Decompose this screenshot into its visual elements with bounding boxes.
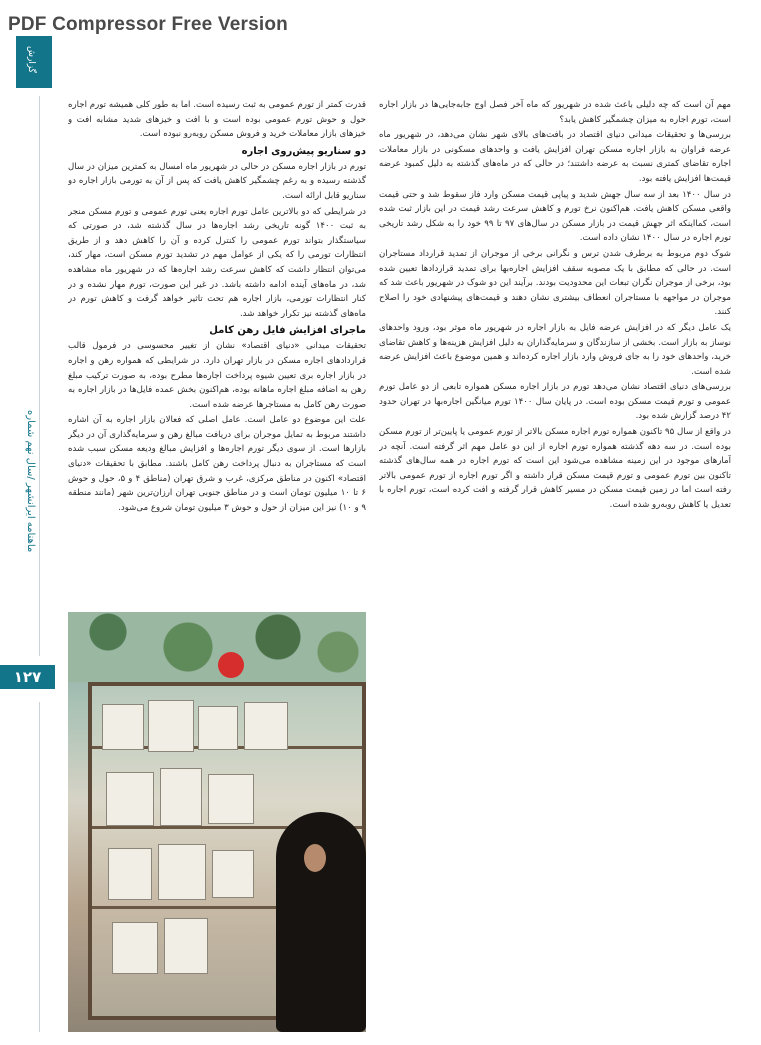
paragraph: در واقع از سال ۹۵ تاکنون همواره تورم اجاره مسکن بالاتر از تورم عمومی یا پایین‌تر از تورم مسکن بوده است. در سه دهه گذشته همواره تورم اجاره از این دو عامل مهم اثر گرفته است. آنچه در آمارهای موجود در این زمینه مشاهده می‌شود این است که تورم اجاره در همه سال‌های گذشته تاکنون بین تورم عمومی و تورم قیمت مسکن قرار داشته و اگر تورم اجاره از تورم عمومی بالاتر رفته است اما در زمین قیمت مسکن در مسیر کاهش قرار گرفته و افت کرده است، تورم اجاره با تعدیل یا کاهش روبه‌رو شده است.	[379, 427, 731, 511]
paragraph: تورم در بازار اجاره مسکن در حالی در شهریور ماه امسال به کمترین میزان در سال گذشته رسیده و به رغم چشمگیر کاهش یافت که پس از آن به تورمی بازار اجاره دو سناریو قابل ارائه است.	[68, 161, 366, 201]
listing-card	[106, 772, 154, 826]
paragraph: بررسی‌ها و تحقیقات میدانی دنیای اقتصاد در بافت‌های بالای شهر نشان می‌دهد، در شهریور ماه عرضه فراوان به بازار اجاره مسکن تهران افزایش یافت و واحدهای مسکونی در بازار معاملات اجاره تقاضای کمتری نسبت به عرضه داشتند؛ در حالی که در ماه‌های گذشته به دلیل کمبود عرضه قیمت‌ها افزایش یافته بود.	[379, 130, 731, 184]
side-divider-lower	[39, 702, 40, 1032]
tree-foliage	[68, 612, 366, 682]
paragraph: یک عامل دیگر که در افزایش عرضه فایل به بازار اجاره در شهریور ماه موثر بود، ورود واحدهای نوساز به بازار است. بخشی از سازندگان و سرمایه‌گذاران به دلیل افزایش هزینه‌ها و کاهش تقاضای خرید، واحدهای خود را به جای فروش وارد بازار اجاره کرده‌اند و همین موضوع باعث افزایش عرضه شده است.	[379, 322, 731, 377]
paragraph: تحقیقات میدانی «دنیای اقتصاد» نشان از تغییر محسوسی در فرمول قالب قراردادهای اجاره مسکن در بازار تهران دارد. در شرایطی که همواره رهن و اجاره در بازار اجاره بری تعیین شیوه پرداخت اجاره‌ها مطرح بوده، به صورت ترکیب مبلغ رهن به اضافه مبلغ اجاره ماهانه بوده، هم‌اکنون بخش عمده فایل‌ها در بازار اجاره به صورت رهن کامل به مستاجرها عرضه شده است.	[68, 341, 366, 410]
magazine-caption: ماهنامه ایرانشهر /سال نهم شماره	[25, 410, 36, 553]
listing-card	[212, 850, 254, 898]
paragraph: در شرایطی که دو بالاترین عامل تورم اجاره یعنی تورم عمومی و تورم مسکن منجر به ثبت ۱۴۰۰ گونه تاریخی رشد اجاره‌ها در سال گذشته شد، در صورتی که سیاستگذار بتواند تورم عمومی را کنترل کرده و آن را کاهش دهد و از طریق انتظارات تورمی را که یکی از عوامل مهم در تشدید تورم مسکن است، مهار کند، می‌توان انتظار داشت که کاهش سرعت رشد اجاره‌ها که در شهریور ماه مشاهده شد، در ماه‌های آینده ادامه داشته باشد. در غیر این صورت، تورم مهار نشده و در کنار انتظارات تورمی، بازار اجاره هم تحت تاثیر خواهد گرفت و کاهش تورم در ماه‌های گذشته نیز تکرار خواهد شد.	[68, 206, 366, 319]
paragraph: در سال ۱۴۰۰ بعد از سه سال جهش شدید و پیاپی قیمت مسکن وارد فاز سقوط شد و حتی قیمت واقعی مسکن کاهش یافت. هم‌اکنون نرخ تورم و کاهش سرعت رشد قیمت در این بازار ثبت شده است، کمااینکه اثر جهش قیمت در بازار مسکن در سال‌های ۹۷ تا ۹۹ خود را به شکل رشد تاریخی تورم اجاره در سال ۱۴۰۰ نشان داده است.	[379, 189, 731, 244]
storefront-photo	[68, 612, 366, 1032]
paragraph: علت این موضوع دو عامل است. عامل اصلی که فعالان بازار اجاره به آن اشاره داشتند مربوط به تمایل موجران برای دریافت مبالغ رهن و سرمایه‌گذاری آن در دیگر بازارها است. از سوی دیگر تورم اجاره‌ها و افزایش مبالغ ودیعه مسکن سبب شده است که مستاجران به دنبال پرداخت رهن کامل باشند. مطابق با تحقیقات «دنیای اقتصاد» اکنون در مناطق مرکزی، غرب و شرق تهران (مناطق ۴ و ۵، حول و حوش ۶ تا ۱۰ میلیون تومان است و در مناطق جنوبی تهران ارزان‌ترین شهر (مانند منطقه ۹ و ۱۰) نیز این میزان از حول و حوش ۳ میلیون تومان شروع می‌شود.	[68, 415, 366, 513]
paragraph: شوک دوم مربوط به برطرف شدن ترس و نگرانی برخی از موجران از تمدید قرارداد مستاجران است. در حالی که مطابق با یک مصوبه سقف افزایش اجاره‌بها برای تمدید قراردادها تعیین شده بود، برخی از موجران نگران تبعات این محدودیت بودند. برآیند این دو شوک در شهریور باعث شد که موجران در مواجهه با مستاجران انعطاف بیشتری نشان دهند و قیمت‌های پیشنهادی خود را اصلاح کنند.	[379, 248, 731, 318]
face	[304, 844, 326, 872]
listing-card	[112, 922, 158, 974]
woman-in-chador	[276, 812, 366, 1032]
right-column	[379, 98, 731, 1038]
paragraph: قدرت کمتر از تورم عمومی به ثبت رسیده است. اما به طور کلی همیشه تورم اجاره حول و حوش تورم عمومی بوده است و با افت و خیزهای شدید مشابه افت و خیزهای بازار معاملات خرید و فروش مسکن روبه‌رو نبوده است.	[68, 100, 366, 140]
section-heading: ماجرای افزایش فایل رهن کامل	[209, 325, 366, 337]
listing-card	[244, 702, 288, 750]
listing-card	[164, 918, 208, 974]
listing-card	[198, 706, 238, 750]
paragraph: مهم آن است که چه دلیلی باعث شده در شهریور که ماه آخر فصل اوج جابه‌جایی‌ها در بازار اجاره است، تورم اجاره به میزان چشمگیر کاهش یابد؟	[379, 100, 731, 125]
section-heading: دو سناریو پیش‌روی اجاره	[241, 145, 366, 157]
listing-card	[158, 844, 206, 900]
section-tab	[16, 36, 52, 88]
watermark-text: PDF Compressor Free Version	[8, 14, 288, 35]
listing-card	[108, 848, 152, 900]
side-divider	[39, 96, 40, 656]
red-sign-icon	[218, 652, 244, 678]
page-number: ۱۲۷	[0, 665, 55, 689]
listing-card	[208, 774, 254, 824]
left-column	[68, 98, 366, 598]
listing-card	[160, 768, 202, 826]
listing-card	[148, 700, 194, 752]
paragraph: بررسی‌های دنیای اقتصاد نشان می‌دهد تورم در بازار اجاره مسکن همواره تابعی از دو عامل تورم عمومی و تورم قیمت مسکن بوده است. در پایان سال ۱۴۰۰ تورم میانگین اجاره‌بها در تهران حدود ۴۲ درصد گزارش شده بود.	[379, 382, 731, 422]
listing-card	[102, 704, 144, 750]
section-tab-label: گزارش	[26, 46, 36, 74]
